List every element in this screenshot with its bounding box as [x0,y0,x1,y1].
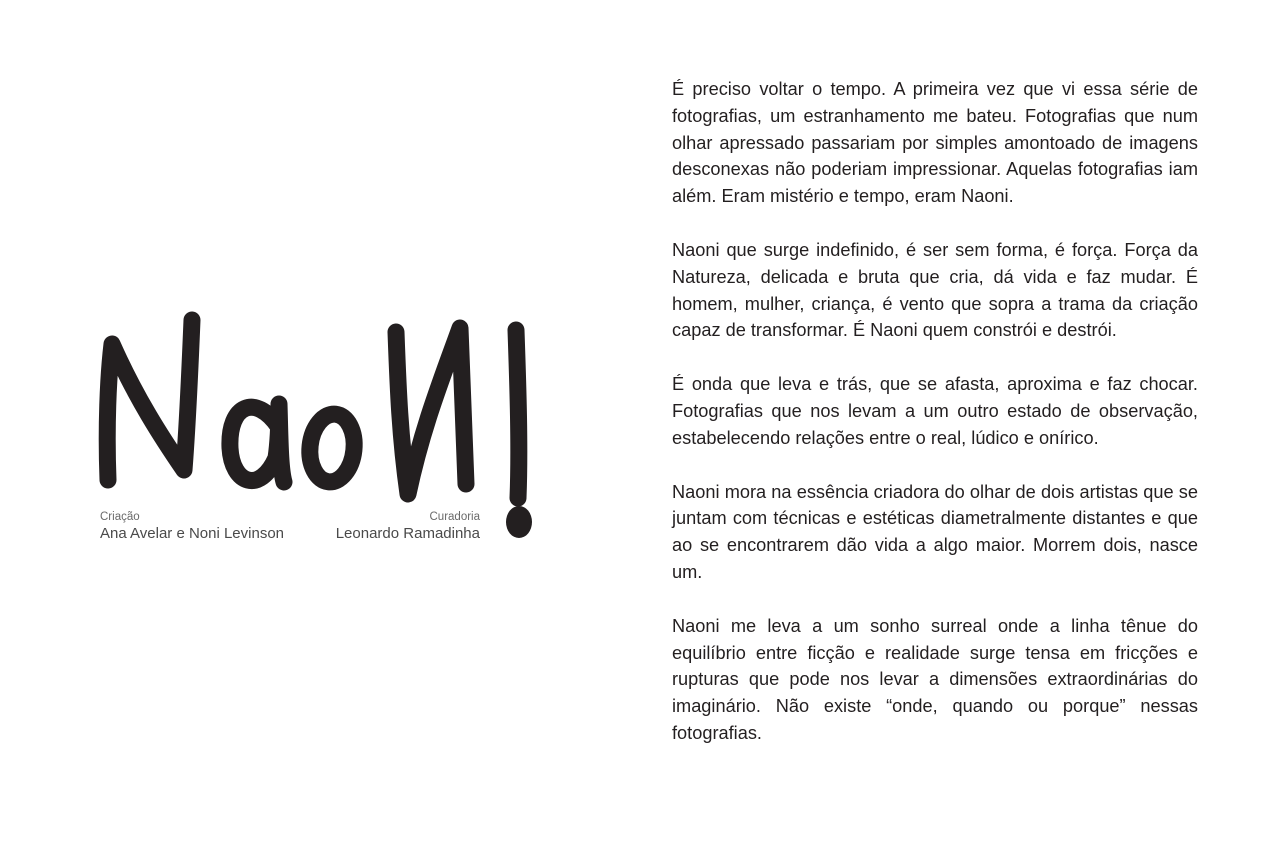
logo-letter-a [230,404,284,482]
curation-credit [300,510,480,543]
paragraph-4: Naoni mora na essência criadora do olhar de dois artistas que se juntam com técnicas e estéticas diametralmente distantes e que ao se encontrarem dão vida a algo maior. Morrem dois, nasce um. [672,481,1198,582]
logo-letter-o [307,412,358,484]
logo-letter-n [107,320,192,480]
curation-label: Curadoria [429,511,480,523]
naoni-handwritten-logo [96,308,540,544]
paragraph-1: É preciso voltar o tempo. A primeira vez que vi essa série de fotografias, um estranhamento me bateu. Fotografias que num olhar apressado passariam por simples amontoado de imagens desconexas não poderiam impressionar. Aquelas fotografias iam além. Eram mistério e tempo, eram Naoni. [672,79,1198,207]
creation-label: Criação [100,511,140,523]
curation-value: Leonardo Ramadinha [335,525,480,542]
paragraph-2: Naoni que surge indefinido, é ser sem forma, é força. Força da Natureza, delicada e bruta que cria, dá vida e faz mudar. É homem, mulher, criança, é vento que sopra a trama da criação capaz de transformar. É Naoni quem constrói e destrói. [672,239,1198,341]
logo-letter-i-dot [506,506,532,538]
paragraph-3: É onda que leva e trás, que se afasta, aproxima e faz chocar. Fotografias que nos levam a um outro estado de observação, estabelecendo relações entre o real, lúdico e onírico. [672,374,1198,448]
logo-letter-n-second [396,328,466,494]
creation-value: Ana Avelar e Noni Levinson [100,525,285,542]
naoni-logo [96,308,540,544]
curatorial-text [672,76,1198,774]
creation-credit [100,510,284,543]
logo-letter-i [516,330,519,498]
paragraph-5: Naoni me leva a um sonho surreal onde a linha tênue do equilíbrio entre ficção e realidade surge tensa em fricções e rupturas que pode nos levar a dimensões extraordinárias do imaginário. Não existe “onde, quando ou porque” nessas fotografias. [672,615,1198,743]
